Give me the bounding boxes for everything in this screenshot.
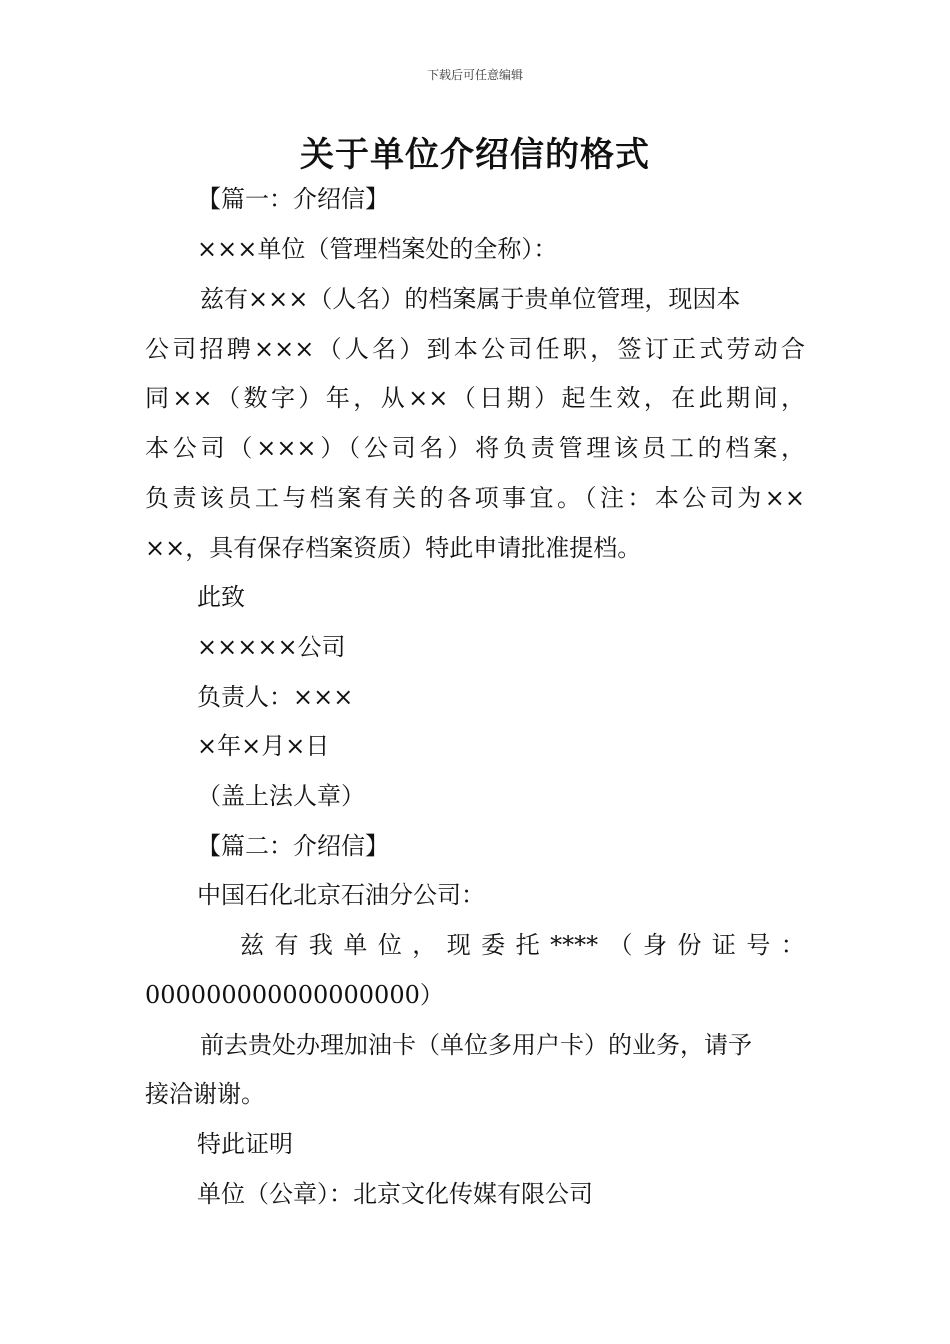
spaced-char: 委: [481, 931, 506, 959]
part2-spaced-line: [240, 930, 805, 960]
part1-heading: 【篇一：介绍信】: [197, 185, 389, 213]
spaced-char: 位: [377, 931, 402, 959]
part1-body-line-4: 本公司（×××）（公司名）将负责管理该员工的档案，: [145, 434, 805, 462]
header-note: 下载后可任意编辑: [426, 68, 523, 82]
part1-body-line-2: 公司招聘×××（人名）到本公司任职，签订正式劳动合: [145, 335, 805, 363]
part2-body-line-1: 前去贵处办理加油卡（单位多用户卡）的业务，请予: [200, 1031, 752, 1059]
spaced-char: ：: [780, 931, 805, 959]
part1-date: ×年×月×日: [197, 732, 330, 760]
part1-body-line-1: 兹有×××（人名）的档案属于贵单位管理，现因本: [200, 285, 741, 313]
document-title: 关于单位介绍信的格式: [300, 135, 650, 175]
part2-unit-seal: 单位（公章）：北京文化传媒有限公司: [197, 1180, 593, 1208]
part2-id-number: 000000000000000000）: [145, 981, 444, 1009]
spaced-char: （: [608, 931, 633, 959]
spaced-char: 有: [274, 931, 299, 959]
spaced-char: 托: [515, 931, 540, 959]
spaced-char: 份: [677, 931, 702, 959]
part2-certify: 特此证明: [197, 1130, 293, 1158]
spaced-char: 证: [711, 931, 736, 959]
part1-salutation: ×××单位（管理档案处的全称）：: [197, 235, 558, 263]
part1-body-line-3: 同××（数字）年，从××（日期）起生效，在此期间，: [145, 384, 805, 412]
spaced-char: ，: [412, 931, 437, 959]
part1-body-line-6: ××，具有保存档案资质）特此申请批准提档。: [145, 534, 642, 562]
spaced-char: 单: [343, 931, 368, 959]
spaced-char: 我: [308, 931, 333, 959]
spaced-char: 身: [642, 931, 667, 959]
spaced-char: 现: [446, 931, 471, 959]
part1-closing: 此致: [197, 583, 245, 611]
part1-seal-note: （盖上法人章）: [197, 782, 365, 810]
part1-recipient: ×××××公司: [197, 633, 346, 661]
part1-person-in-charge: 负责人：×××: [197, 683, 354, 711]
part2-salutation: 中国石化北京石油分公司：: [197, 881, 485, 909]
part2-body-line-2: 接洽谢谢。: [145, 1080, 265, 1108]
part2-heading: 【篇二：介绍信】: [197, 832, 389, 860]
spaced-char: 号: [746, 931, 771, 959]
spaced-char: ****: [550, 931, 599, 959]
spaced-char: 兹: [240, 931, 264, 959]
part1-body-line-5: 负责该员工与档案有关的各项事宜。（注：本公司为××: [145, 484, 805, 512]
